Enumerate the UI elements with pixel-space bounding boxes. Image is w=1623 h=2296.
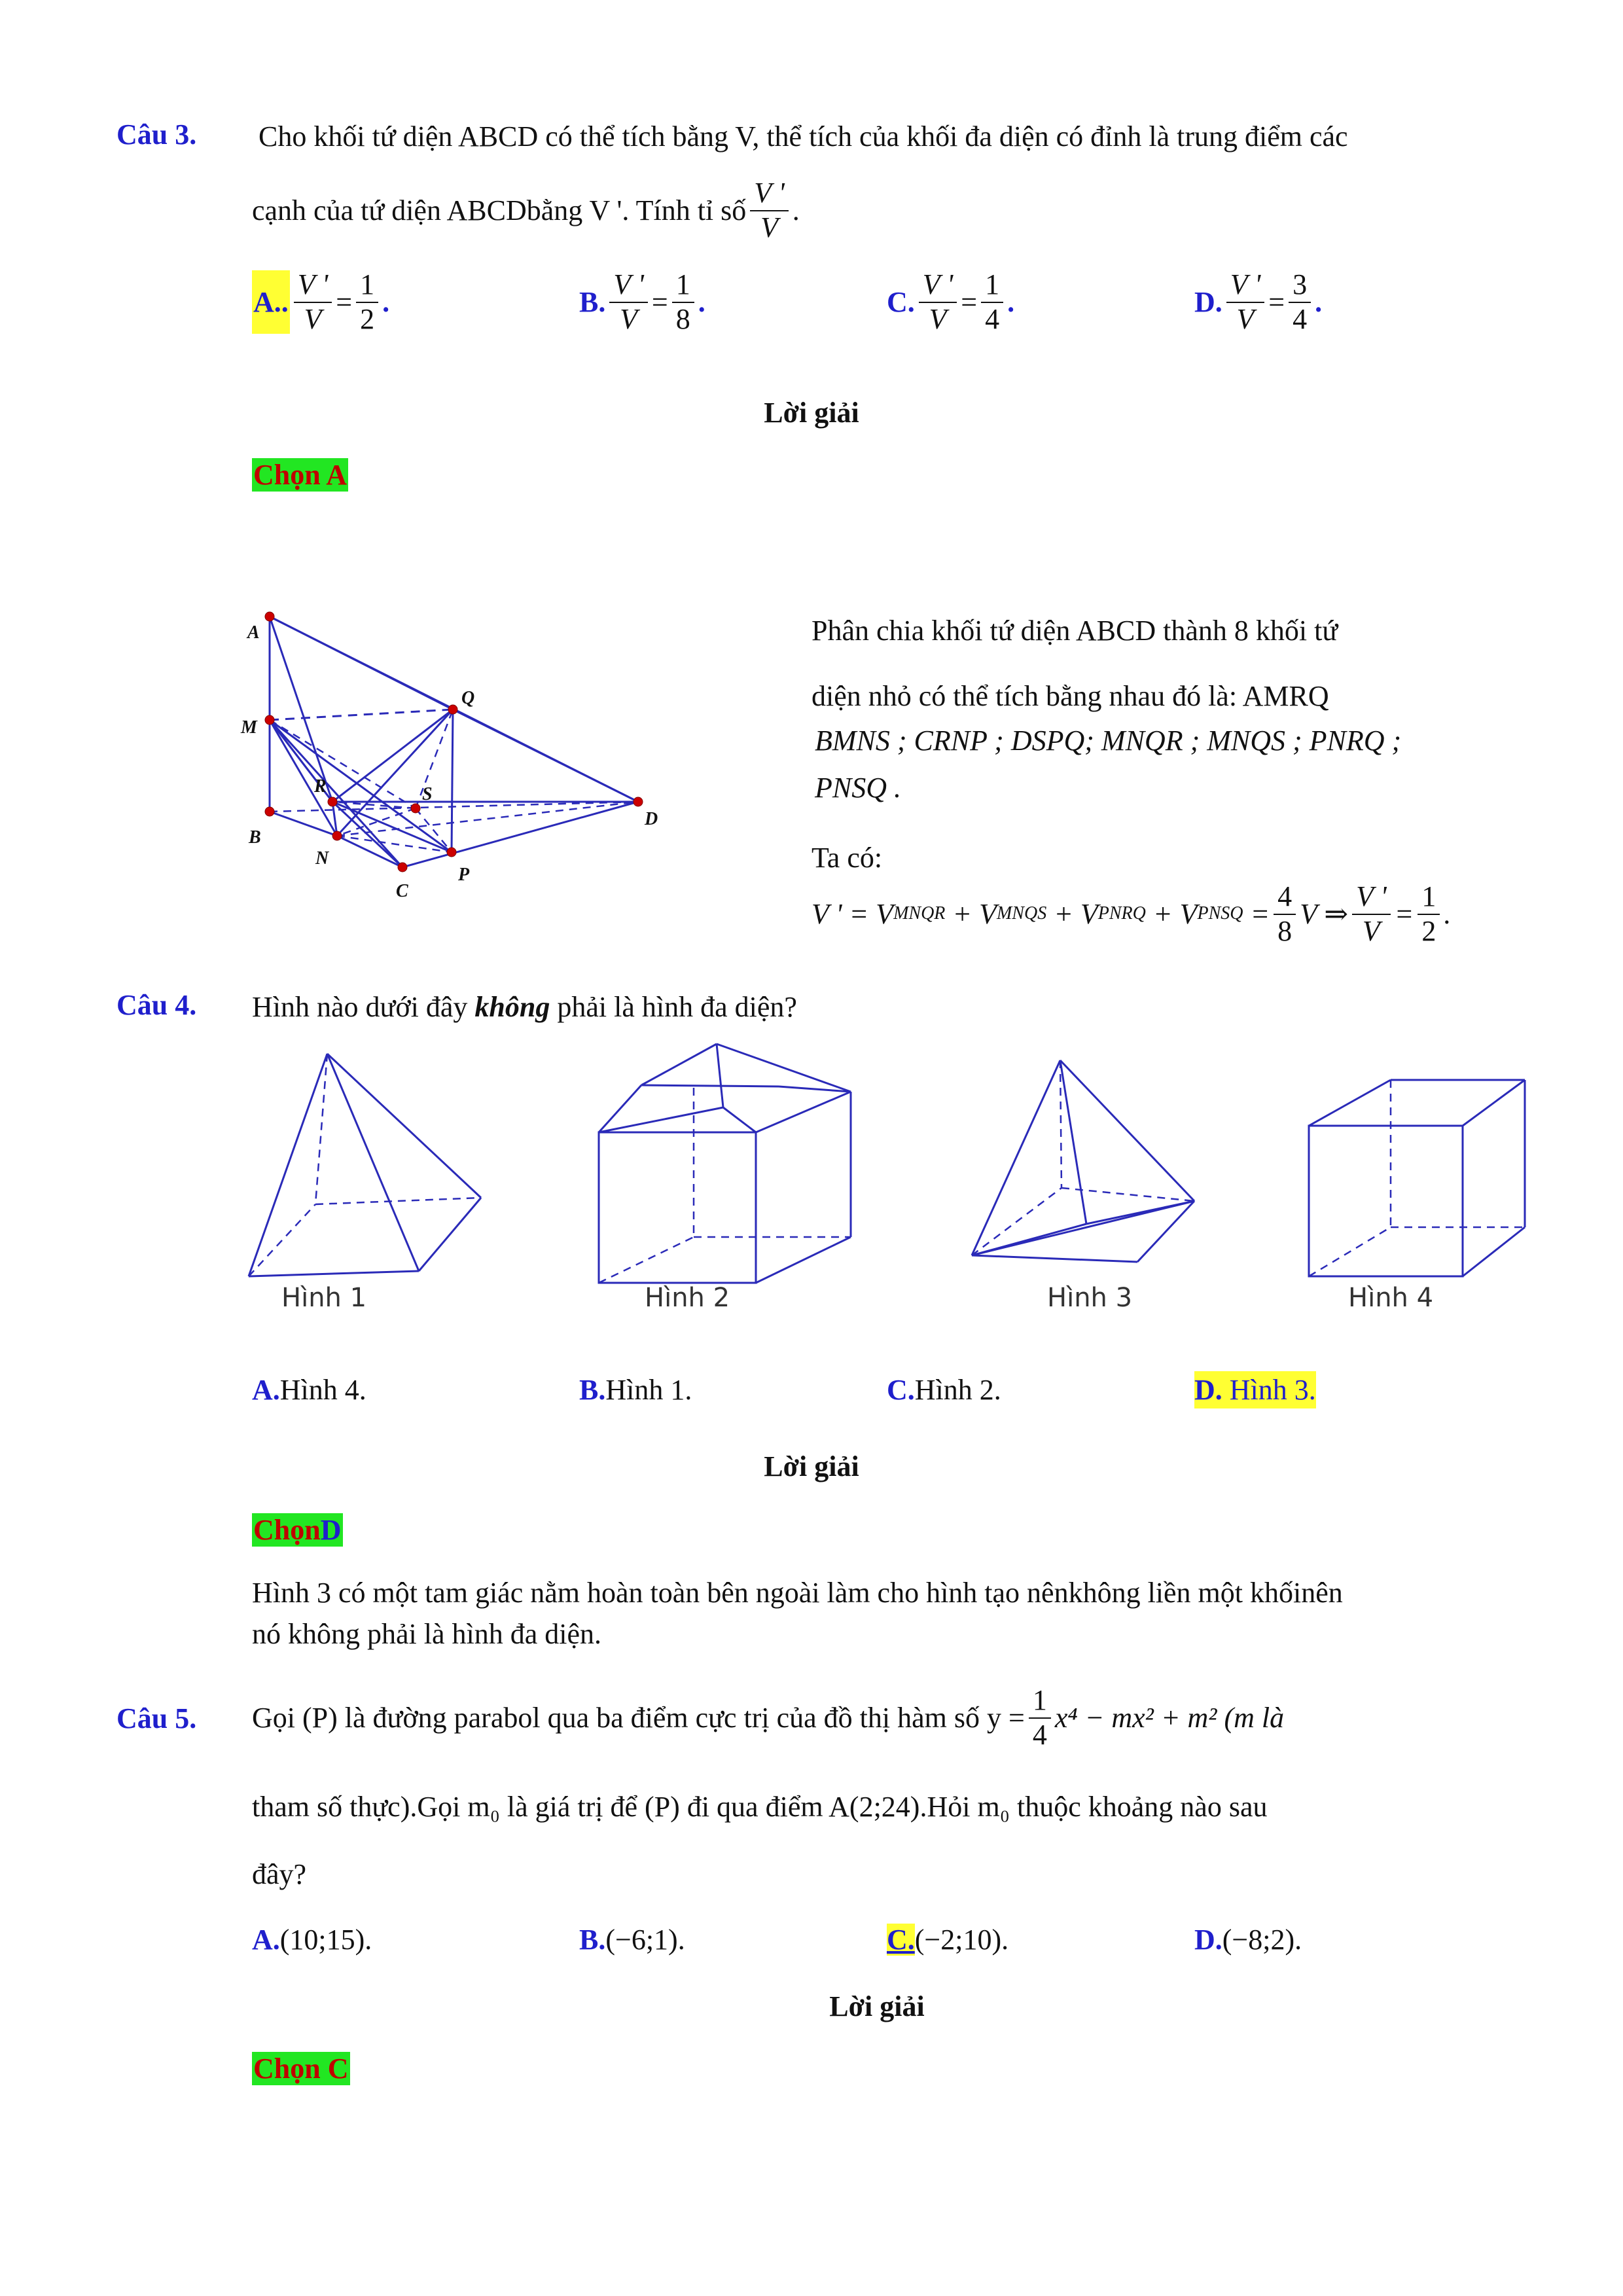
q3-label: Câu 3. <box>116 118 197 151</box>
diagram-label-n: N <box>315 848 329 869</box>
q4-choice-pre: Chọn <box>253 1514 321 1546</box>
q3-formula: V ' = V MNQR + V MNQS + V PNRQ + V PNSQ = $\frac{4}{8}$ V ⇒ $\frac{V '}{V}$ = $\frac{1}{2}$ . <box>812 880 1452 947</box>
q3-d-den: V <box>1236 302 1255 335</box>
q3-option-a-letter: A.. <box>252 270 290 334</box>
q5-option-d-letter: D. <box>1194 1924 1222 1956</box>
q5-option-a[interactable] <box>252 1921 372 1958</box>
q3-formula-res-den: 2 <box>1421 914 1436 947</box>
diagram-label-p: P <box>458 865 470 885</box>
q3-formula-result <box>1418 880 1440 948</box>
q3-d-rden: 4 <box>1293 302 1308 335</box>
diagram-label-b: B <box>249 827 261 848</box>
q4-option-b-letter: B. <box>579 1374 606 1406</box>
q3-c-rden: 4 <box>985 302 1000 335</box>
q4-choice <box>252 1513 343 1547</box>
q5-solution-title: Lời giải <box>829 1990 925 2022</box>
q5-label: Câu 5. <box>116 1702 197 1734</box>
q3-option-c-rhs <box>981 268 1003 336</box>
q3-a-rnum: 1 <box>356 268 378 303</box>
q4-option-a[interactable] <box>252 1371 366 1408</box>
q3-option-d-letter: D. <box>1194 286 1222 318</box>
q3-option-b-rhs <box>672 268 694 336</box>
q5-line2: tham số thực).Gọi m₀ là giá trị để (P) đi qua điểm A(2;24).Hỏi m₀ thuộc khoảng nào sau <box>252 1791 1268 1823</box>
q3-ta-co: Ta có: <box>812 842 883 874</box>
q5-line1-pre: Gọi (P) là đường parabol qua ba điểm cực trị của đồ thị hàm số y = <box>252 1702 1025 1734</box>
q3-option-d-lhs <box>1226 268 1265 336</box>
q3-b-num: V ' <box>609 268 648 303</box>
q3-solution-title: Lời giải <box>764 397 859 429</box>
q4-option-a-text: Hình 4. <box>279 1374 366 1406</box>
q3-formula-res-num: 1 <box>1418 880 1440 915</box>
q5-frac-num: 1 <box>1029 1684 1051 1719</box>
q5-line1-post: x⁴ − mx² + m² (m là <box>1054 1702 1285 1734</box>
q3-formula-t3: PNRQ <box>1097 903 1146 924</box>
q3-a-num: V ' <box>294 268 332 303</box>
q5-line3: đây? <box>252 1858 307 1890</box>
q5-frac-den: 4 <box>1032 1719 1047 1751</box>
q5-line1 <box>252 1682 1284 1754</box>
q5-option-c-letter: C. <box>887 1924 915 1956</box>
figure-1-pyramid <box>242 1041 497 1296</box>
q3-option-b-lhs <box>609 268 648 336</box>
q3-b-rden: 8 <box>675 302 690 335</box>
q3-option-c-lhs <box>919 268 957 336</box>
q4-option-c-letter: C. <box>887 1374 915 1406</box>
q4-solution-title: Lời giải <box>764 1450 859 1482</box>
q3-option-a[interactable]: A.. $\frac{V '}{V}$ = $\frac{1}{2}$ . <box>253 268 390 335</box>
q3-formula-frac-den: 8 <box>1277 914 1293 947</box>
q3-option-c[interactable]: C. $\frac{V '}{V}$ = $\frac{1}{4}$ . <box>887 268 1015 335</box>
q3-formula-t2: MNQS <box>996 903 1047 924</box>
q5-option-c[interactable] <box>887 1921 1008 1958</box>
q4-explain-line2: nó không phải là hình đa diện. <box>252 1618 602 1650</box>
q5-option-c-text: (−2;10). <box>914 1924 1009 1956</box>
q4-explain-line1: Hình 3 có một tam giác nằm hoàn toàn bên ngoài làm cho hình tạo nênkhông liền một khốinên <box>252 1577 1343 1609</box>
q4-option-c[interactable] <box>887 1371 1001 1408</box>
q5-option-b-text: (−6;1). <box>605 1924 685 1956</box>
q3-formula-t4: PNSQ <box>1197 903 1243 924</box>
q3-option-d-rhs <box>1289 268 1311 336</box>
figure-3-caption: Hình 3 <box>1047 1283 1133 1313</box>
q3-explain-line4: PNSQ . <box>815 772 901 804</box>
q5-choice: Chọn C <box>253 2053 349 2085</box>
q3-option-b-letter: B. <box>579 286 606 318</box>
diagram-label-s: S <box>422 784 433 804</box>
figure-2-house <box>589 1034 864 1296</box>
q3-line2-text: cạnh của tứ diện ABCDbằng V '. Tính tỉ số <box>252 194 747 226</box>
q3-explain-line2: diện nhỏ có thể tích bằng nhau đó là: AMRQ <box>812 680 1329 712</box>
q3-ratio-den: V <box>760 211 778 243</box>
q4-option-c-text: Hình 2. <box>914 1374 1001 1406</box>
q3-option-c-letter: C. <box>887 286 915 318</box>
q3-a-den: V <box>304 302 322 335</box>
q3-c-den: V <box>929 302 947 335</box>
q4-option-b[interactable] <box>579 1371 692 1408</box>
figure-2-caption: Hình 2 <box>645 1283 730 1313</box>
q4-question-pre: Hình nào dưới đây <box>252 991 475 1023</box>
q5-option-b[interactable] <box>579 1921 685 1958</box>
q4-label: Câu 4. <box>116 989 197 1021</box>
q3-c-num: V ' <box>919 268 957 303</box>
diagram-label-c: C <box>396 881 408 901</box>
diagram-label-a: A <box>247 622 260 643</box>
q3-explain-line3: BMNS ; CRNP ; DSPQ; MNQR ; MNQS ; PNRQ ; <box>815 725 1402 757</box>
q3-formula-t1: MNQR <box>893 903 946 924</box>
q4-question <box>252 988 797 1026</box>
q5-option-d-text: (−8;2). <box>1222 1924 1302 1956</box>
q4-option-d[interactable] <box>1194 1371 1316 1408</box>
q5-option-a-text: (10;15). <box>279 1924 372 1956</box>
q3-tetrahedron-diagram <box>236 602 668 969</box>
figure-1-caption: Hình 1 <box>281 1283 367 1313</box>
q3-ratio-num: V ' <box>750 177 789 211</box>
q3-c-rnum: 1 <box>981 268 1003 303</box>
q3-b-rnum: 1 <box>672 268 694 303</box>
diagram-label-r: R <box>314 776 327 797</box>
q4-question-bold: không <box>474 991 550 1023</box>
q3-a-rden: 2 <box>360 302 375 335</box>
q4-option-a-letter: A. <box>252 1374 280 1406</box>
figure-4-caption: Hình 4 <box>1348 1283 1434 1313</box>
q3-d-num: V ' <box>1226 268 1265 303</box>
q5-option-b-letter: B. <box>579 1924 606 1956</box>
q3-option-a-rhs <box>356 268 378 336</box>
q4-option-b-text: Hình 1. <box>605 1374 692 1406</box>
diagram-label-d: D <box>645 809 658 829</box>
q3-option-a-lhs <box>294 268 332 336</box>
q3-line1: Cho khối tứ diện ABCD có thể tích bằng V, thể tích của khối đa diện có đỉnh là trung điểm các <box>259 120 1348 152</box>
q3-formula-ratio: $\frac{V '}{V}$ <box>1352 880 1391 948</box>
q5-line1-frac <box>1029 1684 1051 1751</box>
q4-option-d-text: Hình 3. <box>1229 1374 1316 1406</box>
figure-3-shape <box>962 1047 1211 1270</box>
q3-line2: cạnh của tứ diện ABCDbằng V '. Tính tỉ số $\frac{V '}{V}$ . <box>252 177 800 243</box>
q4-question-post: phải là hình đa diện? <box>550 991 797 1023</box>
q3-formula-mid: V ⇒ <box>1300 898 1349 930</box>
q3-formula-frac-num: 4 <box>1274 880 1296 915</box>
q3-option-b[interactable]: B. $\frac{V '}{V}$ = $\frac{1}{8}$ . <box>579 268 705 335</box>
q3-explain-line1: Phân chia khối tứ diện ABCD thành 8 khối tứ <box>812 615 1338 647</box>
q4-choice-letter: D <box>320 1514 342 1546</box>
q3-formula-frac <box>1274 880 1296 948</box>
q3-formula-left: V ' = V <box>812 898 894 930</box>
q3-ratio <box>750 177 789 244</box>
q4-option-d-letter: D. <box>1194 1374 1222 1406</box>
q3-d-rnum: 3 <box>1289 268 1311 303</box>
q5-option-d[interactable] <box>1194 1921 1302 1958</box>
figure-4-cube <box>1299 1070 1541 1286</box>
q3-option-d[interactable]: D. $\frac{V '}{V}$ = $\frac{3}{4}$ . <box>1194 268 1323 335</box>
diagram-label-m: M <box>241 717 257 738</box>
q5-option-a-letter: A. <box>252 1924 280 1956</box>
q3-choice: Chọn A <box>253 459 348 491</box>
q3-b-den: V <box>620 302 638 335</box>
diagram-label-q: Q <box>461 688 475 708</box>
